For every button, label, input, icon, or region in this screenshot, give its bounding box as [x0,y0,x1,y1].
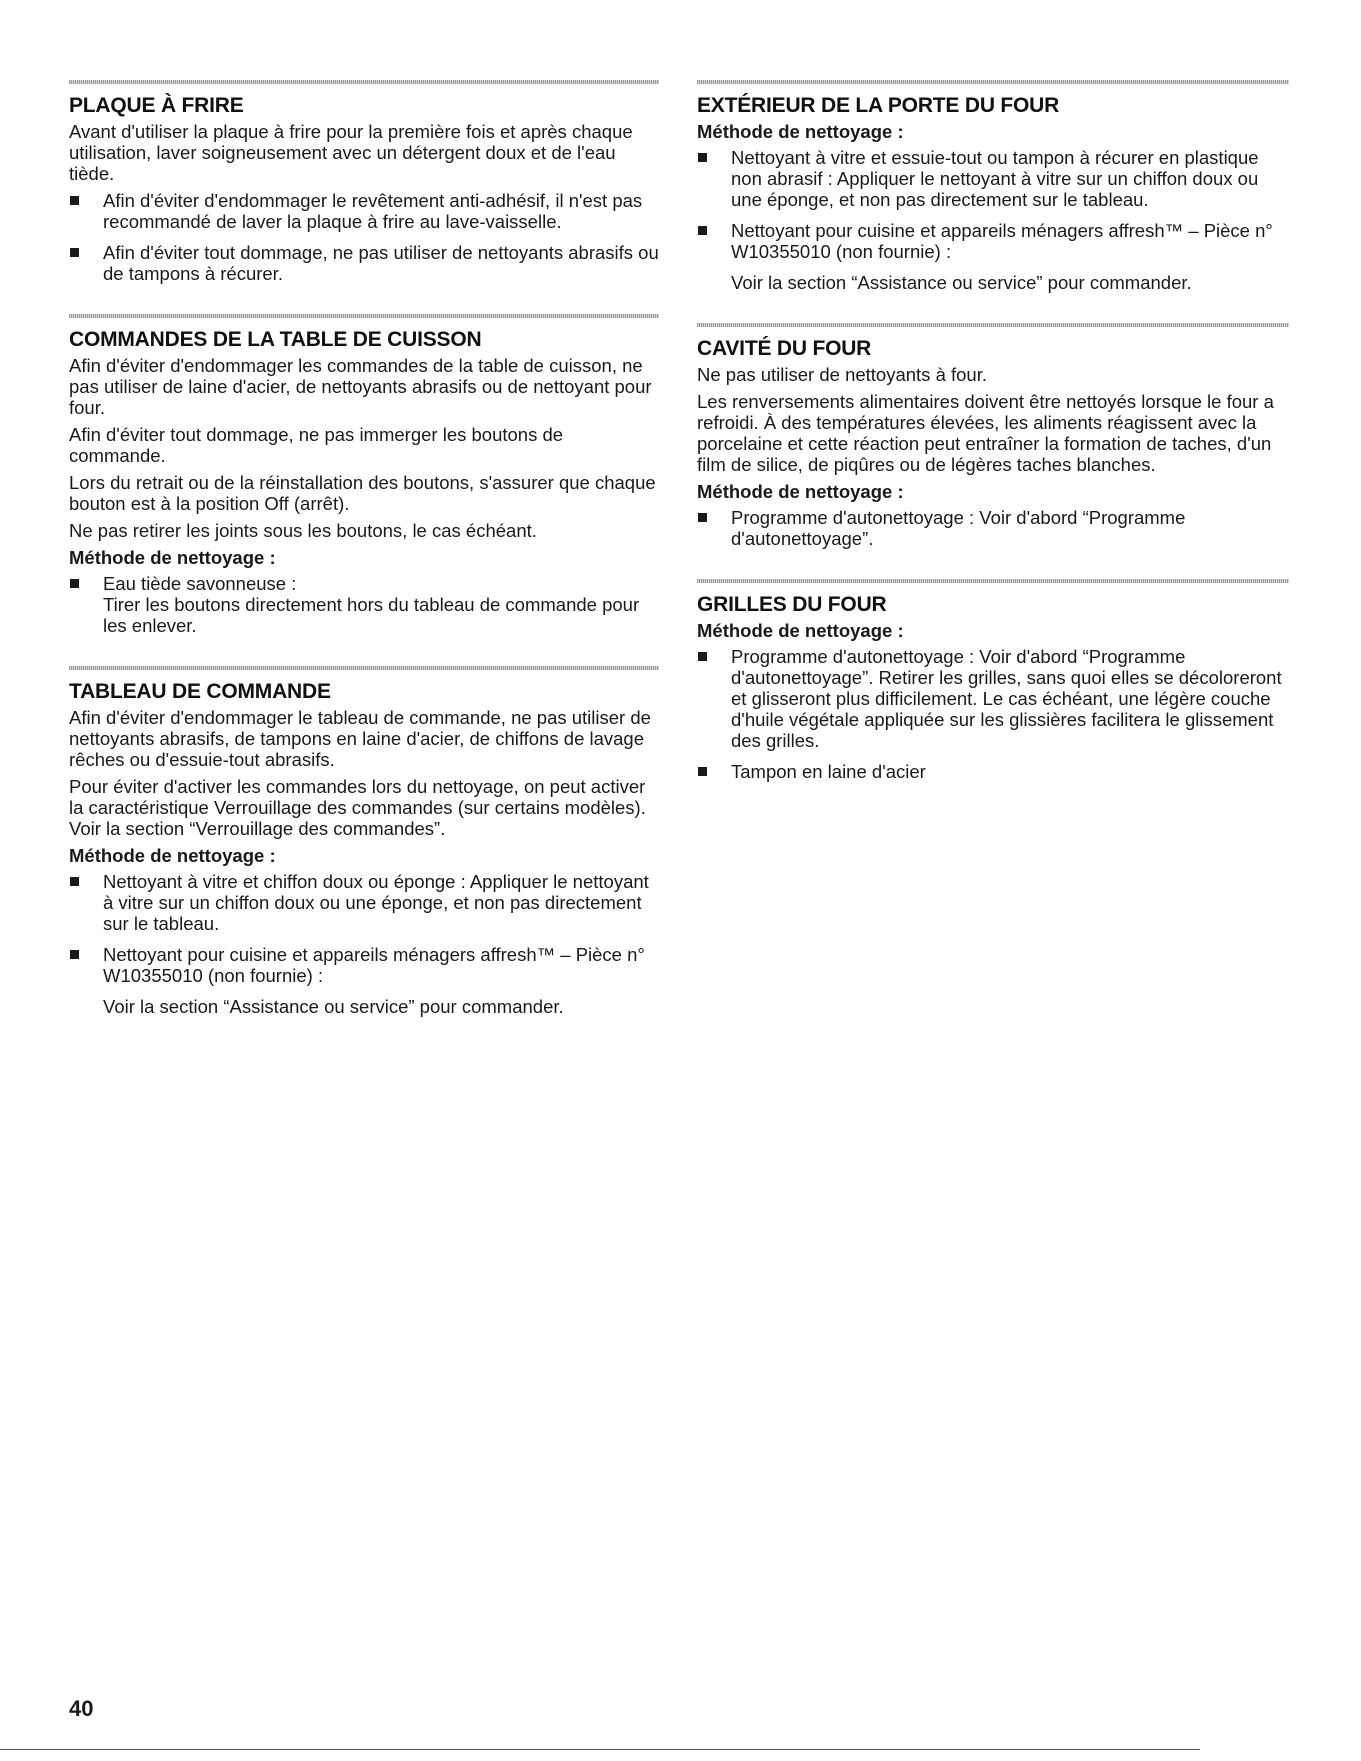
square-bullet-icon [698,226,707,235]
paragraph: Afin d'éviter d'endommager les commandes de la table de cuisson, ne pas utiliser de laine d'acier, de nettoyants abrasifs ou de nettoyant pour four. [69,355,652,418]
bullet-list [697,507,1289,549]
section-grilles-du-four [697,567,1289,782]
section-title: CAVITÉ DU FOUR [697,337,872,360]
list-item: Afin d'éviter d'endommager le revêtement anti-adhésif, il n'est pas recommandé de laver la plaque à frire au lave-vaisselle. [69,190,659,232]
bullet-list [697,147,1289,262]
list-item: Eau tiède savonneuse : Tirer les boutons directement hors du tableau de commande pour les enlever. [69,573,659,636]
section-title: COMMANDES DE LA TABLE DE CUISSON [69,328,482,351]
section-title: PLAQUE À FRIRE [69,94,244,117]
paragraph: Avant d'utiliser la plaque à frire pour la première fois et après chaque utilisation, laver soigneusement avec un détergent doux et de l'eau tiède. [69,121,633,184]
bullet-list [69,573,659,636]
left-column [69,68,659,1035]
section-divider [697,80,1289,84]
section-title: GRILLES DU FOUR [697,593,887,616]
section-commandes-table-cuisson [69,302,659,636]
note: Voir la section “Assistance ou service” pour commander. [731,272,1192,293]
paragraph: Ne pas retirer les joints sous les boutons, le cas échéant. [69,520,537,541]
method-heading: Méthode de nettoyage : [697,121,904,142]
square-bullet-icon [70,877,79,886]
paragraph: Ne pas utiliser de nettoyants à four. [697,364,988,385]
right-column [697,68,1289,800]
section-exterieur-porte-four [697,68,1289,293]
method-heading: Méthode de nettoyage : [69,845,276,866]
section-divider [697,579,1289,583]
list-item: Tampon en laine d'acier [697,761,1289,782]
section-divider [69,80,659,84]
section-title: TABLEAU DE COMMANDE [69,680,331,703]
square-bullet-icon [70,248,79,257]
paragraph: Afin d'éviter tout dommage, ne pas immerger les boutons de commande. [69,424,564,466]
page-number: 40 [69,1696,94,1721]
section-divider [69,666,659,670]
section-plaque-a-frire [69,68,659,284]
paragraph: Les renversements alimentaires doivent être nettoyés lorsque le four a refroidi. À des températures élevées, les aliments réagissent avec la porcelaine et cette réaction peut entraîner la formation de taches, d'un film de silice, de piqûres ou de légères taches blanches. [697,391,1274,475]
list-item: Nettoyant pour cuisine et appareils ménagers affresh™ – Pièce n° W10355010 (non fournie) : [69,944,659,986]
paragraph: Pour éviter d'activer les commandes lors du nettoyage, on peut activer la caractéristique Verrouillage des commandes (sur certains modèles). Voir la section “Verrouillage des commandes”. [69,776,646,839]
square-bullet-icon [698,153,707,162]
square-bullet-icon [70,196,79,205]
paragraph: Afin d'éviter d'endommager le tableau de commande, ne pas utiliser de nettoyants abrasifs, de tampons en laine d'acier, de chiffons de lavage rêches ou d'essuie-tout abrasifs. [69,707,651,770]
section-title: EXTÉRIEUR DE LA PORTE DU FOUR [697,94,1060,117]
square-bullet-icon [70,950,79,959]
section-tableau-de-commande [69,654,659,1017]
footer-rule [0,1749,1200,1750]
bullet-list [69,190,659,284]
list-item: Afin d'éviter tout dommage, ne pas utiliser de nettoyants abrasifs ou de tampons à récurer. [69,242,659,284]
square-bullet-icon [698,652,707,661]
list-item: Nettoyant à vitre et chiffon doux ou éponge : Appliquer le nettoyant à vitre sur un chiffon doux ou une éponge, et non pas directement sur le tableau. [69,871,659,934]
square-bullet-icon [70,579,79,588]
method-heading: Méthode de nettoyage : [697,620,904,641]
list-item: Programme d'autonettoyage : Voir d'abord “Programme d'autonettoyage”. Retirer les grilles, sans quoi elles se décoloreront et glisseront plus difficilement. Le cas échéant, une légère couche d'huile végétale appliquée sur les glissières facilitera le glissement des grilles. [697,646,1289,751]
section-divider [697,323,1289,327]
square-bullet-icon [698,513,707,522]
paragraph: Lors du retrait ou de la réinstallation des boutons, s'assurer que chaque bouton est à la position Off (arrêt). [69,472,656,514]
section-cavite-du-four [697,311,1289,549]
list-item: Programme d'autonettoyage : Voir d'abord “Programme d'autonettoyage”. [697,507,1289,549]
list-item: Nettoyant pour cuisine et appareils ménagers affresh™ – Pièce n° W10355010 (non fournie) : [697,220,1289,262]
list-item: Nettoyant à vitre et essuie-tout ou tampon à récurer en plastique non abrasif : Appliquer le nettoyant à vitre sur un chiffon doux ou une éponge, et non pas directement sur le tableau. [697,147,1289,210]
bullet-list [69,871,659,986]
note: Voir la section “Assistance ou service” pour commander. [103,996,564,1017]
square-bullet-icon [698,767,707,776]
method-heading: Méthode de nettoyage : [697,481,904,502]
bullet-list [697,646,1289,782]
section-divider [69,314,659,318]
method-heading: Méthode de nettoyage : [69,547,276,568]
